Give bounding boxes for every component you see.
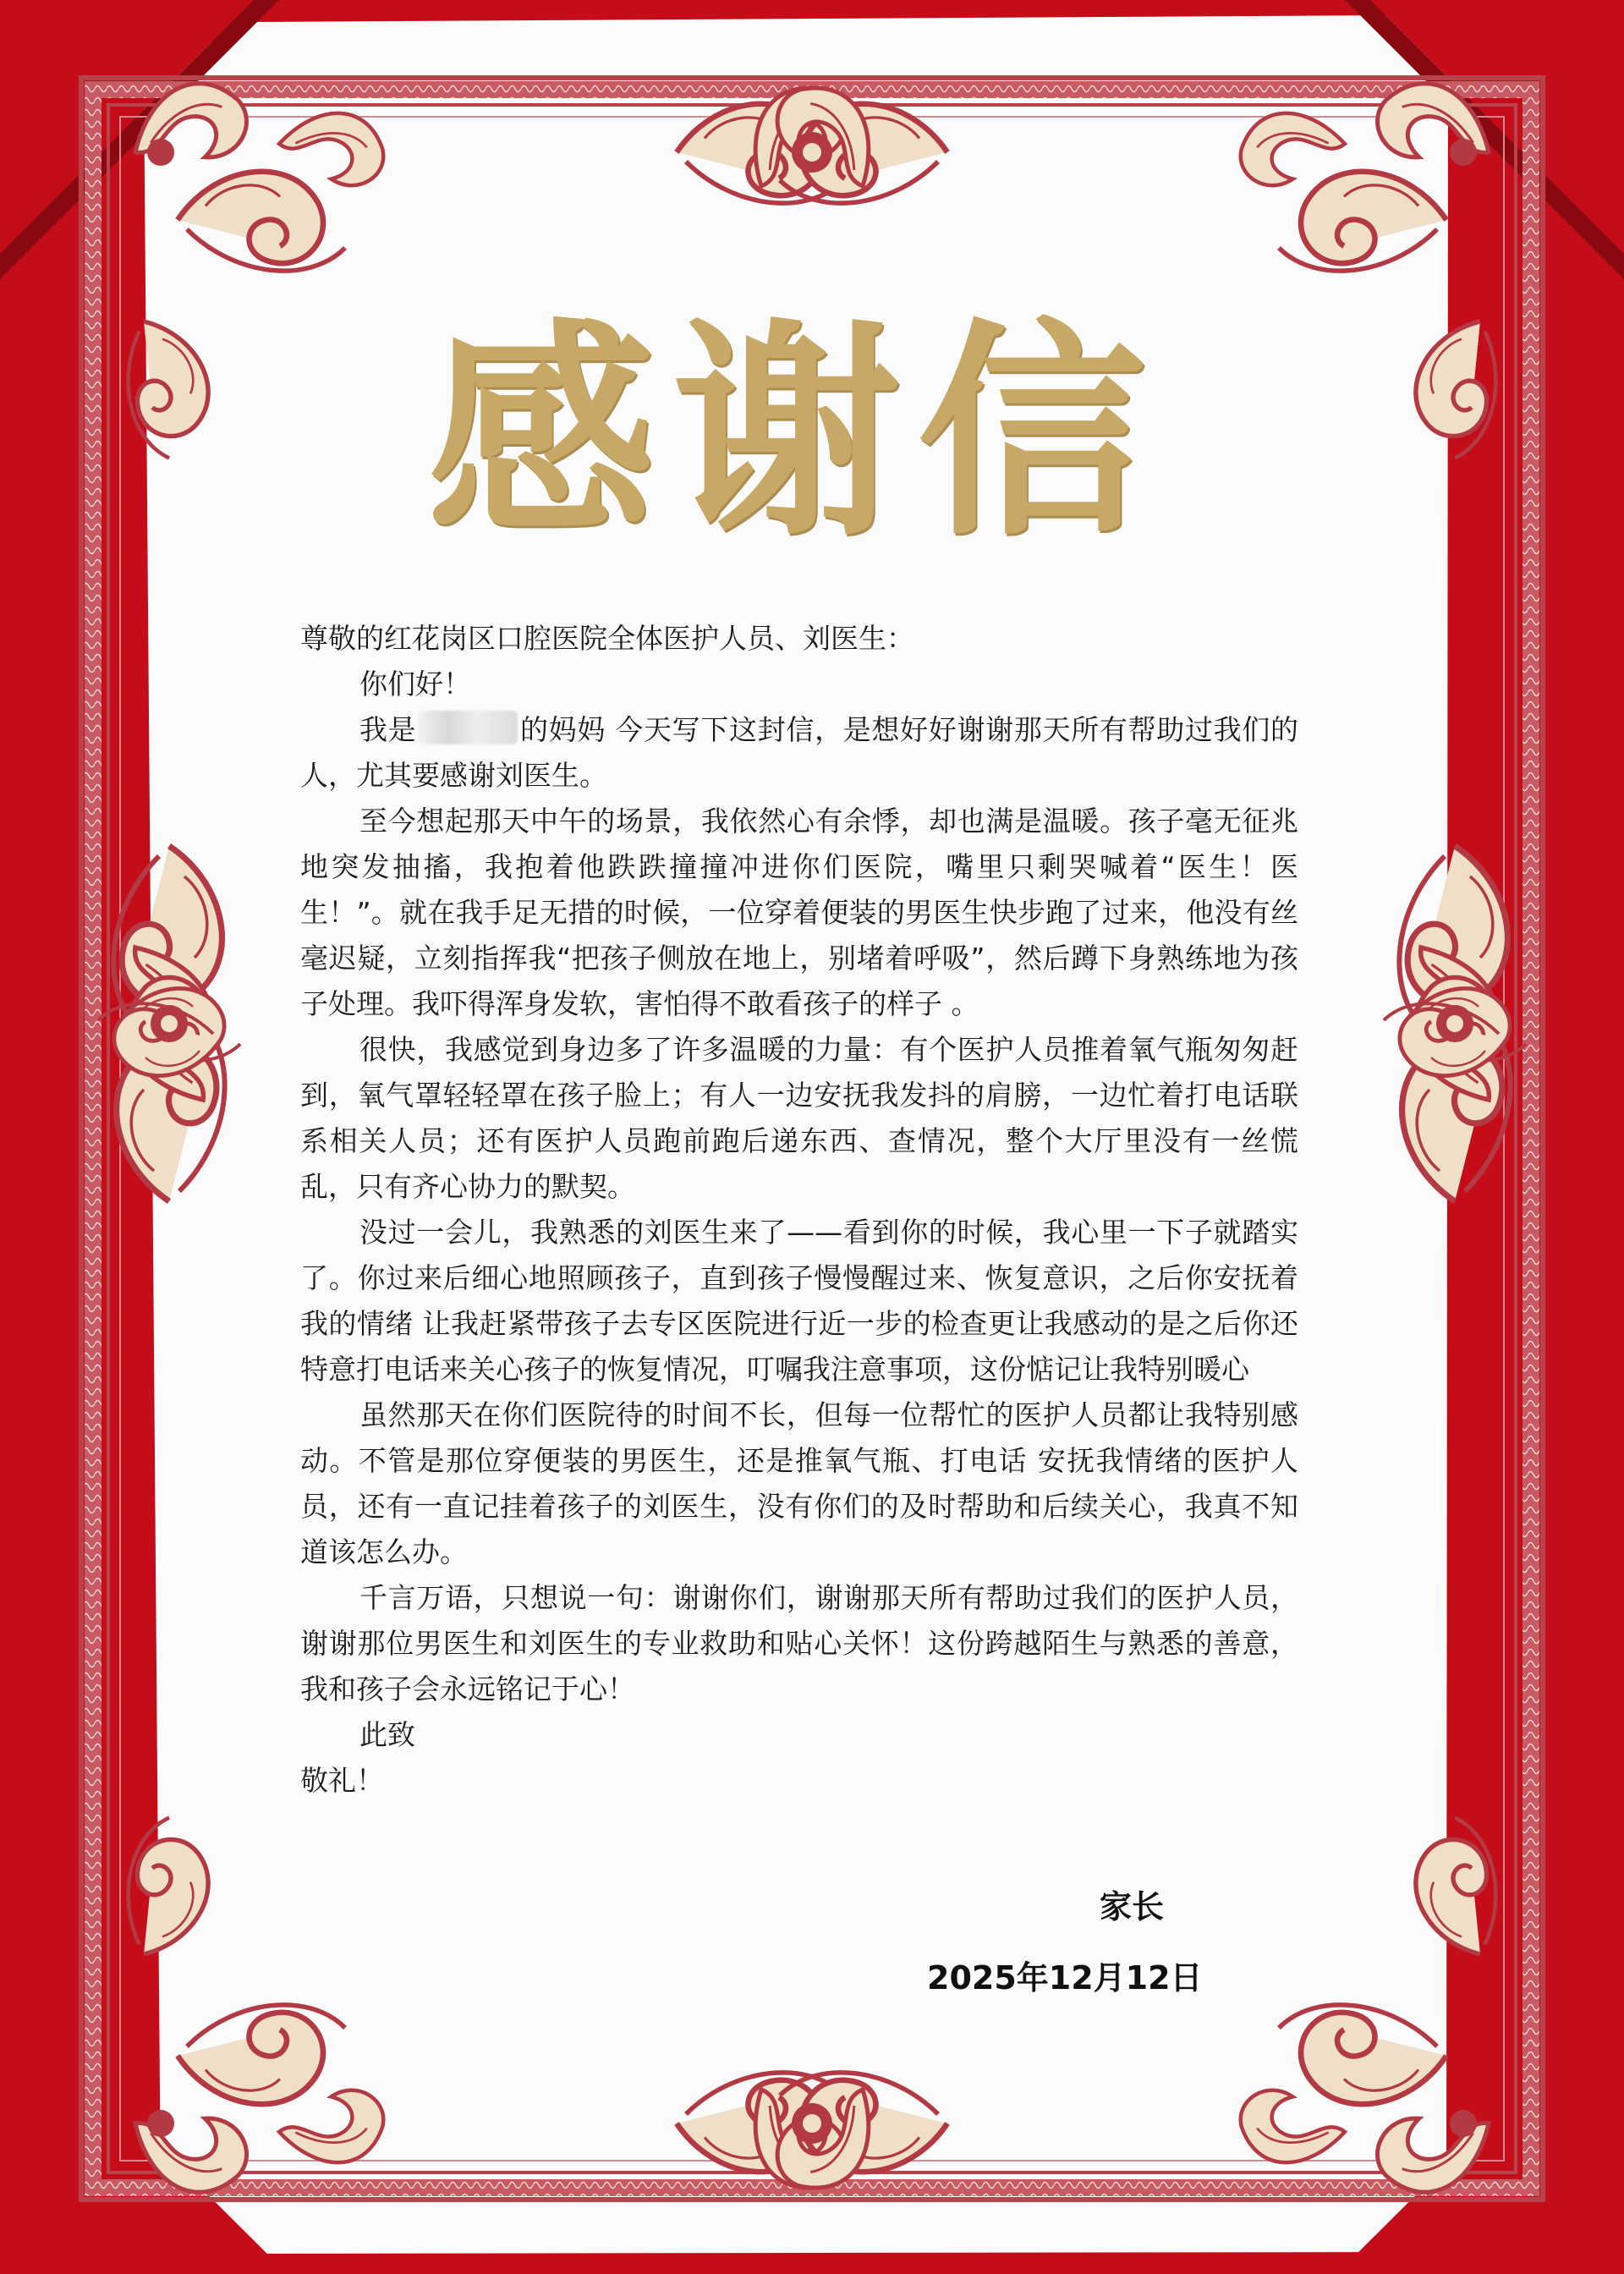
letter-paragraph-6: 千言万语，只想说一句：谢谢你们，谢谢那天所有帮助过我们的医护人员，谢谢那位男医生和刘医生的专业救助和贴心关怀！这份跨越陌生与熟悉的善意，我和孩子会永远铭记于心！: [300, 1581, 1298, 1706]
paragraph-1-rest: 的妈妈 今天写下这封信，是想好好谢谢那天所有帮助过我们的人，尤其要感谢刘医生。: [300, 713, 1298, 792]
letter-salutation: 尊敬的红花岗区口腔医院全体医护人员、刘医生：: [300, 622, 914, 655]
letter-body: [300, 616, 1298, 1804]
letter-closing-1: 此致: [359, 1718, 415, 1751]
letter-paragraph-1: [300, 707, 1298, 799]
letter-paragraph-3: 很快，我感觉到身边多了许多温暖的力量：有个医护人员推着氧气瓶匆匆赶到，氧气罩轻轻罩在孩子脸上；有人一边安抚我发抖的肩膀，一边忙着打电话联系相关人员；还有医护人员跑前跑后递东西、查情况，整个大厅里没有一丝慌乱，只有齐心协力的默契。: [300, 1033, 1298, 1203]
redacted-name: [418, 711, 518, 744]
letter-paragraph-5: 虽然那天在你们医院待的时间不长，但每一位帮忙的医护人员都让我特别感动。不管是那位穿便装的男医生，还是推氧气瓶、打电话 安抚我情绪的医护人员，还有一直记挂着孩子的刘医生，没有你们的及时帮助和后续关心，我真不知道该怎么办。: [300, 1398, 1298, 1568]
letter-closing-2: 敬礼！: [300, 1764, 384, 1797]
letter-paragraph-2: 至今想起那天中午的场景，我依然心有余悸，却也满是温暖。孩子毫无征兆地突发抽搐，我抱着他跌跌撞撞冲进你们医院，嘴里只剩哭喊着“医生！医生！”。就在我手足无措的时候，一位穿着便装的男医生快步跑了过来，他没有丝毫迟疑，立刻指挥我“把孩子侧放在地上，别堵着呼吸”，然后蹲下身熟练地为孩子处理。我吓得浑身发软，害怕得不敢看孩子的样子 。: [300, 805, 1298, 1020]
signature-name: 家长: [1100, 1888, 1165, 1925]
letter-paragraph-4: 没过一会儿，我熟悉的刘医生来了——看到你的时候，我心里一下子就踏实了。你过来后细心地照顾孩子，直到孩子慢慢醒过来、恢复意识，之后你安抚着我的情绪 让我赶紧带孩子去专区医院进行近一步的检查更让我感动的是之后你还特意打电话来关心孩子的恢复情况，叮嘱我注意事项，这份惦记让我特别暖心: [300, 1216, 1298, 1386]
paragraph-1-start: 我是: [359, 713, 417, 746]
signature-date: 2025年12月12日: [927, 1959, 1203, 1997]
certificate-title: 感谢信: [427, 297, 1163, 566]
letter-greeting: 你们好！: [359, 667, 471, 700]
